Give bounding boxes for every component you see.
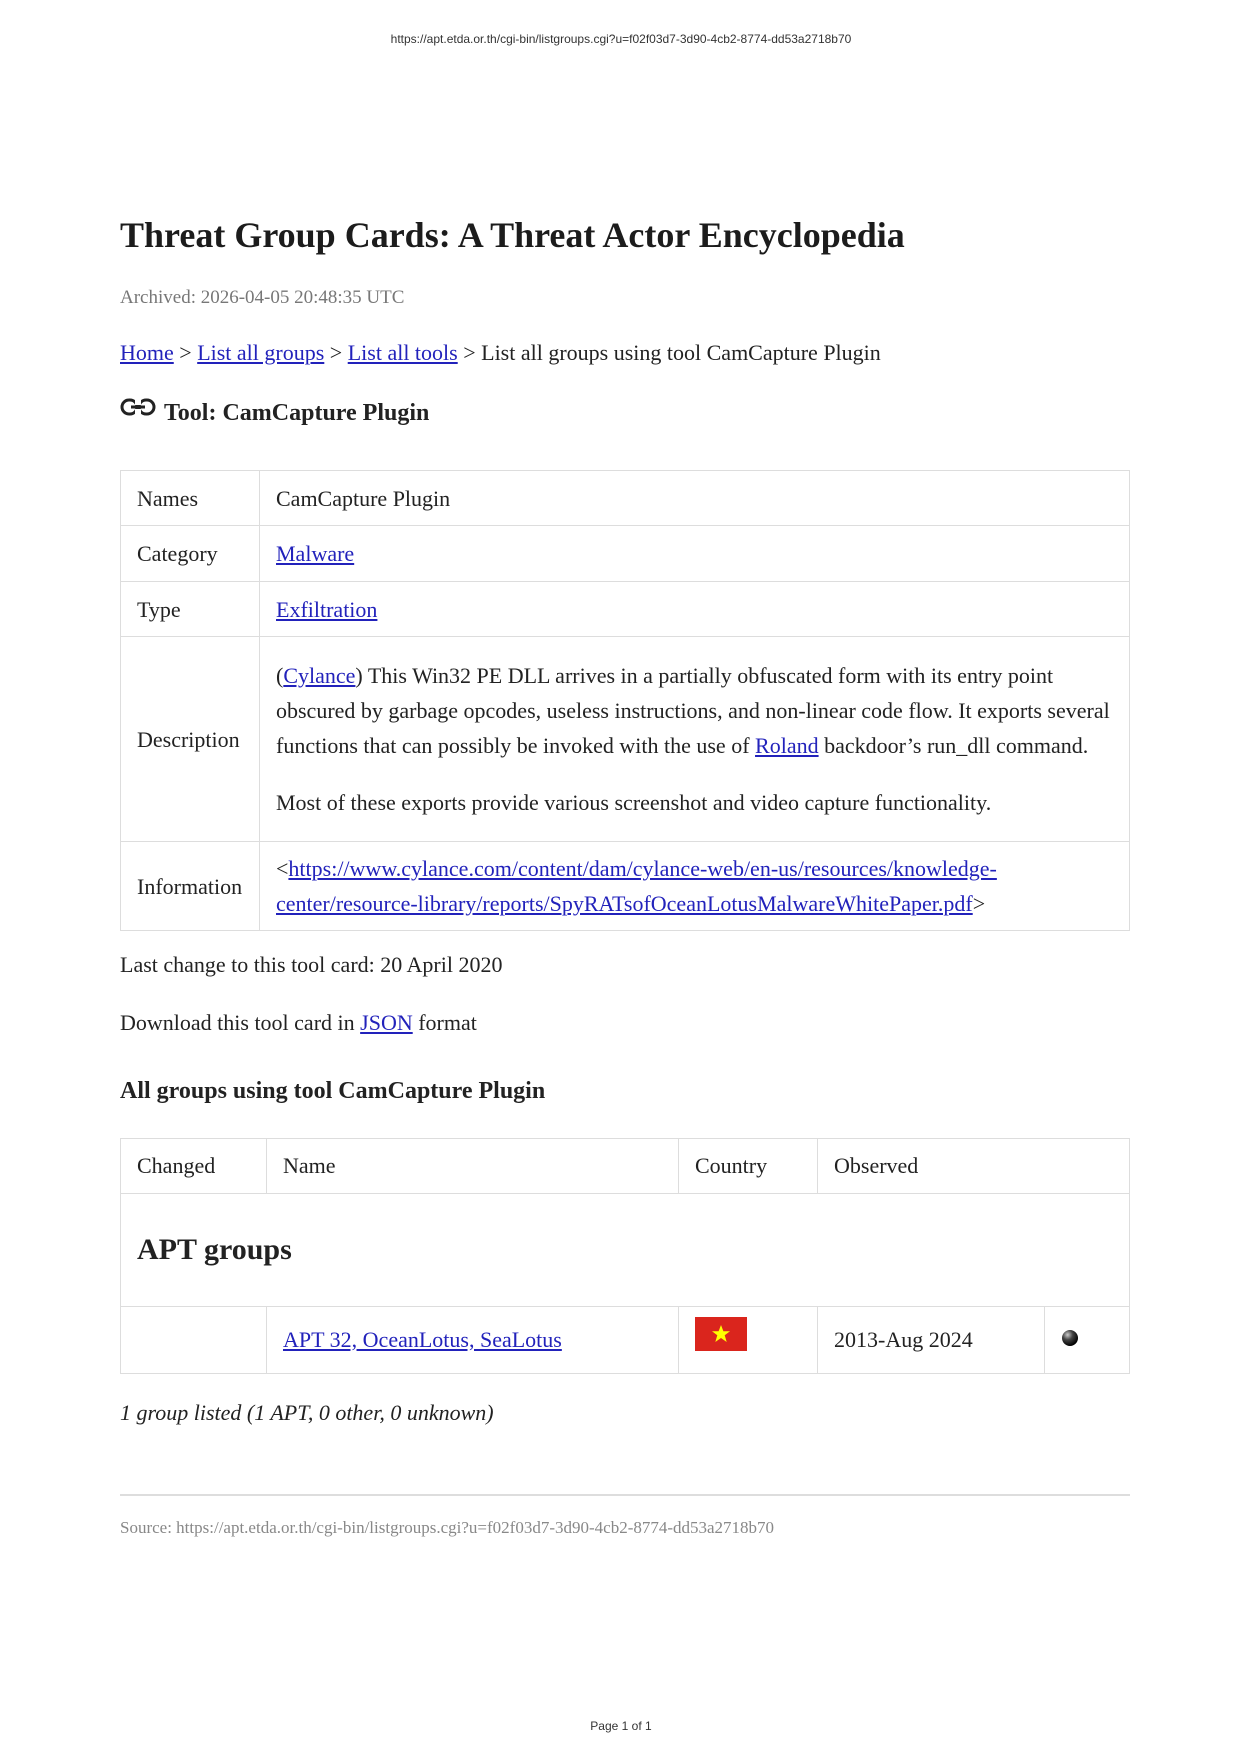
groups-summary: 1 group listed (1 APT, 0 other, 0 unknown) — [120, 1400, 494, 1425]
description-text: ) This Win32 PE DLL arrives in a partially obfuscated form with its entry point obscured by garbage opcodes, useless instructions, and non-linear code flow. It exports several functions that can possibly be invoked with the use of — [276, 663, 1110, 758]
names-value: CamCapture Plugin — [260, 471, 1130, 526]
group-name-cell — [267, 1307, 679, 1374]
type-label: Type — [121, 582, 260, 637]
table-row — [121, 1307, 1130, 1374]
roland-link[interactable]: Roland — [755, 733, 819, 758]
tool-row-category — [121, 526, 1130, 582]
breadcrumb — [120, 340, 881, 366]
info-close-bracket: > — [972, 891, 986, 916]
breadcrumb-separator: > — [324, 340, 348, 365]
observed-cell: 2013-Aug 2024 — [818, 1307, 1045, 1374]
tool-card-table — [120, 470, 1130, 931]
page-title: Threat Group Cards: A Threat Actor Encyclopedia — [120, 215, 905, 255]
information-label: Information — [121, 842, 260, 931]
download-suffix: format — [412, 1010, 477, 1035]
groups-table — [120, 1138, 1130, 1374]
download-prefix: Download this tool card in — [120, 1010, 361, 1035]
description-paragraph — [276, 658, 1113, 763]
category-link[interactable]: Malware — [276, 541, 355, 566]
category-cell — [260, 526, 1130, 582]
description-source-link[interactable]: Cylance — [283, 663, 356, 688]
tool-heading-text: Tool: CamCapture Plugin — [164, 400, 430, 426]
vietnam-flag-icon — [695, 1317, 747, 1351]
paren-open: ( — [276, 663, 284, 688]
info-open-bracket: < — [276, 856, 289, 881]
groups-section-title: All groups using tool CamCapture Plugin — [120, 1078, 546, 1104]
tool-row-description — [121, 637, 1130, 842]
type-link[interactable]: Exfiltration — [276, 596, 378, 622]
description-label: Description — [121, 637, 260, 842]
archived-timestamp: Archived: 2026-04-05 20:48:35 UTC — [120, 287, 405, 308]
category-label: Category — [121, 526, 260, 582]
header-changed: Changed — [121, 1139, 267, 1194]
type-cell — [260, 582, 1130, 637]
breadcrumb-tools-link[interactable]: List all tools — [347, 340, 458, 365]
status-cell — [1045, 1307, 1130, 1374]
description-text-end: backdoor’s run_dll command. — [818, 733, 1089, 758]
breadcrumb-separator: > — [173, 340, 198, 365]
information-link-line2: center/resource-library/reports/SpyRATsofOceanLotusMalwareWhitePaper.pdf — [276, 891, 973, 916]
tool-row-type — [121, 582, 1130, 637]
print-header-url: https://apt.etda.or.th/cgi-bin/listgroups.cgi?u=f02f03d7-3d90-4cb2-8774-dd53a2718b70 — [390, 32, 852, 46]
breadcrumb-groups-link[interactable]: List all groups — [197, 340, 325, 365]
footer-divider — [120, 1494, 1130, 1496]
link-icon — [120, 396, 156, 420]
black-ball-icon — [1061, 1329, 1079, 1347]
names-label: Names — [121, 471, 260, 526]
header-name: Name — [267, 1139, 679, 1194]
group-name-link[interactable]: APT 32, OceanLotus, SeaLotus — [283, 1327, 562, 1352]
groups-header-row — [121, 1139, 1130, 1194]
header-observed: Observed — [818, 1139, 1130, 1194]
information-value — [260, 842, 1130, 931]
apt-groups-label: APT groups — [121, 1194, 1130, 1307]
source-url: Source: https://apt.etda.or.th/cgi-bin/listgroups.cgi?u=f02f03d7-3d90-4cb2-8774-dd53a2718b70 — [120, 1518, 775, 1537]
information-link[interactable] — [276, 856, 997, 916]
description-value — [260, 637, 1130, 842]
breadcrumb-current: > List all groups using tool CamCapture Plugin — [457, 340, 881, 365]
changed-cell — [121, 1307, 267, 1374]
information-link-line1: https://www.cylance.com/content/dam/cylance-web/en-us/resources/knowledge- — [288, 856, 997, 881]
json-download-link[interactable]: JSON — [360, 1010, 413, 1035]
country-cell — [679, 1307, 818, 1374]
groups-section-row — [121, 1194, 1130, 1307]
description-paragraph-2: Most of these exports provide various screenshot and video capture functionality. — [276, 790, 992, 815]
last-change-text: Last change to this tool card: 20 April 2020 — [120, 952, 503, 977]
tool-row-information — [121, 842, 1130, 931]
page-number: Page 1 of 1 — [590, 1719, 652, 1733]
tool-row-names — [121, 471, 1130, 526]
tool-heading — [120, 400, 429, 427]
breadcrumb-home-link[interactable]: Home — [120, 340, 174, 365]
header-country: Country — [679, 1139, 818, 1194]
download-line — [120, 1010, 477, 1036]
